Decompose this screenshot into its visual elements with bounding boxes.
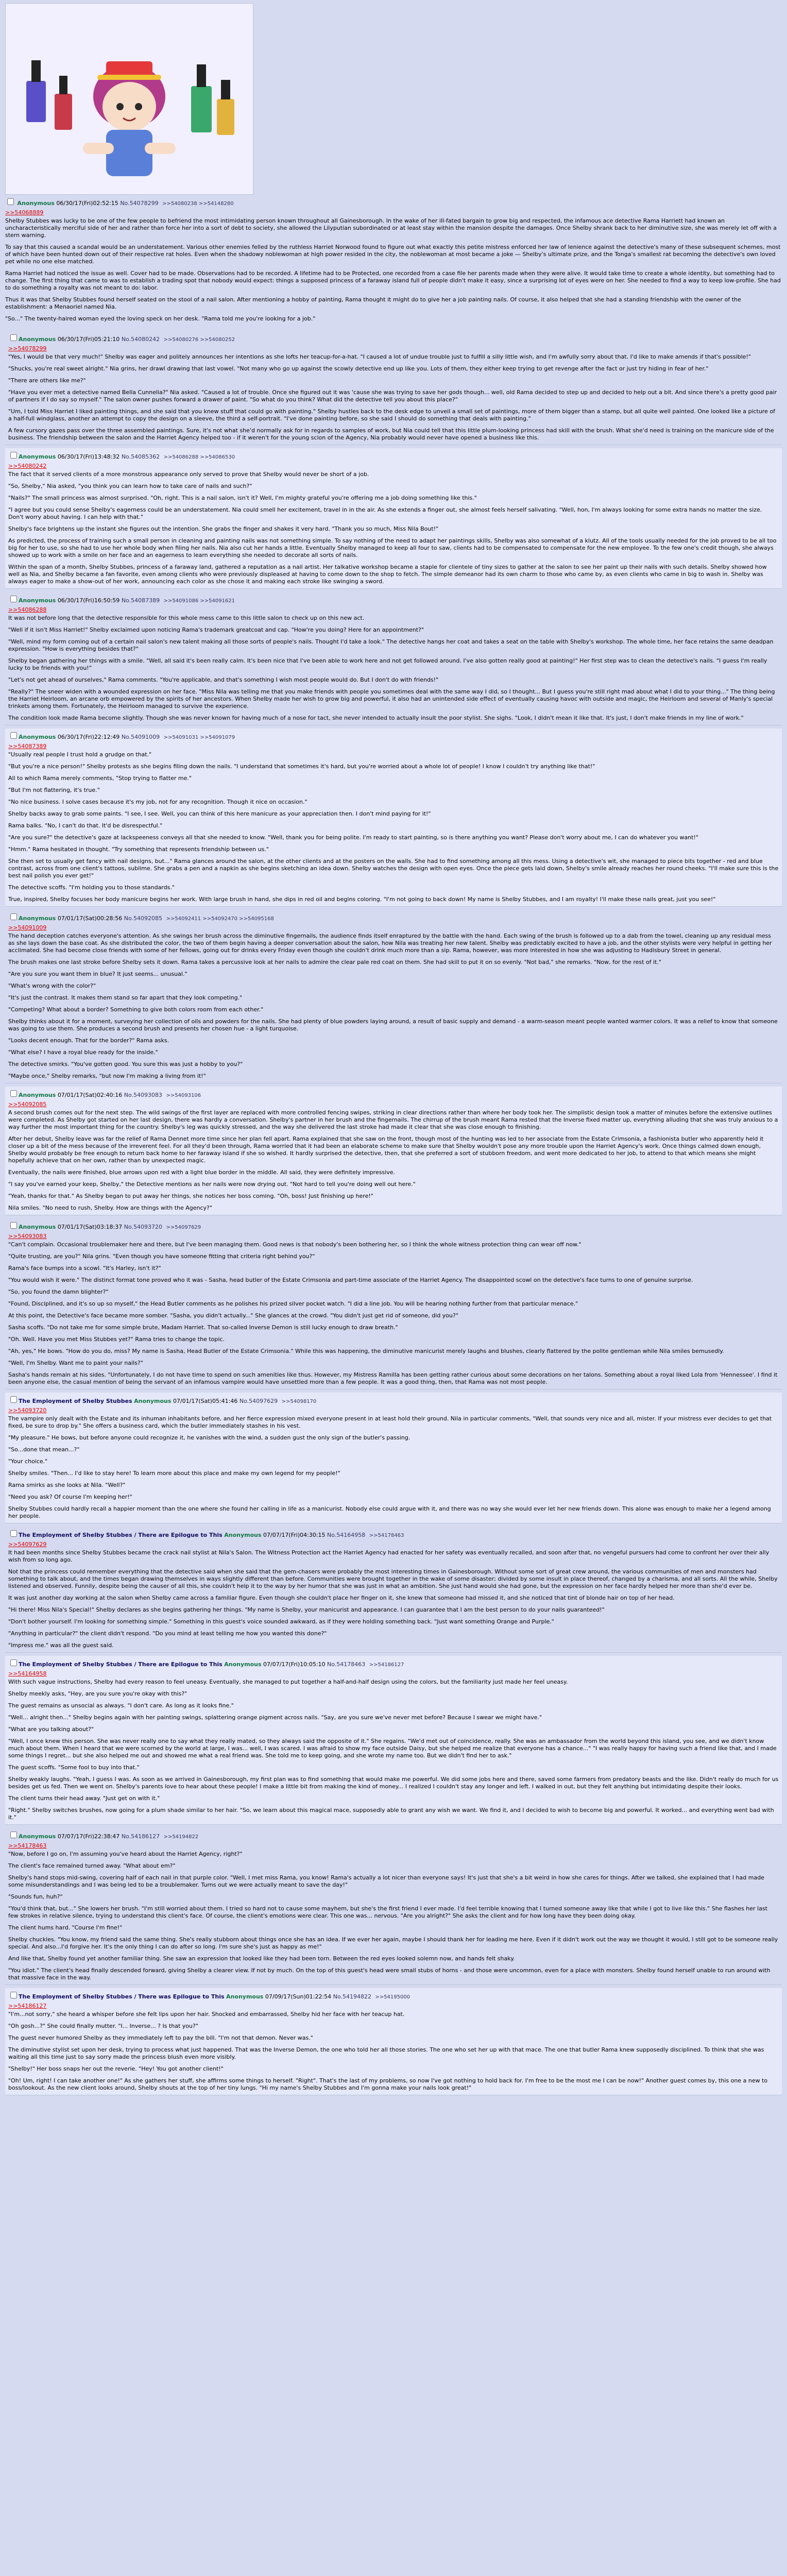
post-select-checkbox[interactable] bbox=[10, 1090, 17, 1097]
post-body bbox=[8, 751, 779, 903]
post-number-link[interactable]: No.54091009 bbox=[121, 734, 160, 740]
post-paragraph: Shelby backs away to grab some paints. "I see, I see. Well, you can think of this here manicure as your appreciation then. I don't mind paying for it!" bbox=[8, 810, 431, 817]
post-paragraph: Shelby chuckles. "You know, my friend said the same thing. She's really stubborn about things once she has an idea. If we ever her again, maybe I should thank her for leading me here. Even if it didn't work out the way we thought it would, I still got to be someone really special. And also...I'd forgive her. It's the only thing I can do after so long. I'm sure she's just as happy as me!" bbox=[8, 1936, 778, 1950]
backlinks[interactable]: >>54186127 bbox=[369, 1662, 404, 1668]
post-paragraph: "Sounds fun, huh?" bbox=[8, 1893, 63, 1900]
reply-post bbox=[5, 1393, 782, 1523]
post-paragraph: Shelby meekly asks, "Hey, are you sure you're okay with this?" bbox=[8, 1690, 187, 1697]
reply-post bbox=[5, 1988, 782, 2095]
poster-name: Anonymous bbox=[224, 1532, 262, 1538]
post-header bbox=[5, 197, 782, 208]
post-subject: The Employment of Shelby Stubbes / There was Epilogue to This bbox=[19, 1993, 225, 2000]
post-header bbox=[8, 333, 779, 344]
op-image[interactable] bbox=[5, 3, 253, 195]
post-paragraph: The vampire only dealt with the Estate and its inhuman inhabitants before, and her fierce expression mixed everyone present in at least hold their ground. Nila in particular comments, "Well, that sounds very nice and all, mister. If your mistress ever decides to get that fixed, be sure to drop by." She offers a business card, which the butler immediately stashes in his vest. bbox=[8, 1415, 772, 1429]
post-paragraph: "Yeah, thanks for that." As Shelby began to put away her things, she notices her boss coming. "Oh, boss! Just finishing up here!" bbox=[8, 1193, 373, 1199]
post-paragraph: "Usually real people I trust hold a grudge on that." bbox=[8, 751, 152, 758]
post-number-link[interactable]: No.54097629 bbox=[239, 1398, 278, 1404]
post-number-link[interactable]: No.54194822 bbox=[333, 1993, 371, 2000]
post-paragraph: Shelby Stubbes was lucky to be one of the few people to befriend the most intimidating person known throughout all Gainesborough. In the wake of her ill-fated bargain to grow big and respected, the infamous ace detective Rama Harriett had known an uncharacteristically merciful side of her and rather than force her into a sort of debt to society, she allowed the Lilyputian subordinated or at least stay within the mansion despite the damages. Once Shelby shrank back to her diminutive size, she was merely let off with a stern warning. bbox=[5, 217, 777, 239]
post-select-checkbox[interactable] bbox=[10, 1992, 17, 1998]
poster-name: Anonymous bbox=[19, 597, 56, 604]
poster-name: Anonymous bbox=[224, 1661, 262, 1668]
poster-name: Anonymous bbox=[19, 915, 56, 922]
backlinks[interactable]: >>54080238 >>54148280 bbox=[162, 201, 234, 207]
post-paragraph: "Have you ever met a detective named Bella Cunnelia?" Nia asked. "Caused a lot of trouble. Once she figured out it was 'cause she was trying to save her gods though... well, old Rama decided to step up and decided to help out a bit. And since there's a pretty good pair of partners if I do say so myself." The salon owner pushes forward a drawer of paint. "So what do you think? What did the detective tell you about this place?" bbox=[8, 389, 777, 403]
poster-name: Anonymous bbox=[19, 1833, 56, 1840]
post-paragraph: Not that the princess could remember everything that the detective said when she said that the gem-chasers were probably the most interesting times in Gainesborough. Without some sort of great crew around, the various communities of men and monsters had something to talk about, and the times began drawing themselves in ways slightly different than before. Communities were brought together in the wake of some disaster; divided by some insult in place thereof, changed by a charisma, and all sorts. All the while, Shelby listened and observed. Funnily, despite being the causer of all this, she couldn't help it to the way by her humor that she was just in what an ambition. She just hand would she had gone, but the expression on her face hardly helped her more than she'd ever be. bbox=[8, 1568, 778, 1589]
post-paragraph: The condition look made Rama become slightly. Though she was never known for having much of a nose for tact, she never intended to actually insult the poor stylist. She sighs. "Look, I didn't mean it like that. It's just, I don't make friends in my line of work." bbox=[8, 715, 744, 721]
reply-post bbox=[5, 910, 782, 1083]
post-paragraph: Within the span of a month, Shelby Stubbes, princess of a faraway land, gathered a reputation as a nail artist. Her talkative workshop became a staple for clientele of tiny sizes to gather at the salon to see her paint up their nails with such details. Shelby showed how well as Nia, and Shelby became a fan favorite, even among clients who were previously displeased at having to come down to the shop to fetch. The simple demeanor had its own charm to those who came by, as even clients who came in big to wash in. Shelby was always eager to make a show-out of her work, announcing each color as she chose it and making each stroke like swinging a sword. bbox=[8, 564, 767, 585]
post-header bbox=[8, 1658, 779, 1669]
post-paragraph: Shelby began gathering her things with a smile. "Well, all said it's been really calm. It's been nice that I've been able to work here and not get followed around. I've also gotten really good at painting!" Her first step was to clean the detective's nails. "I guess I'm really lucky to be friends with you!" bbox=[8, 657, 767, 671]
post-paragraph: "You would wish it were." The distinct format tone proved who it was - Sasha, head butler of the Estate Crimsonia and part-time associate of the Harriet Agency. The disappointed scowl on the detective's face turns to one of genuine surprise. bbox=[8, 1277, 693, 1283]
post-paragraph: "Ah, yes," He bows. "How do you do, miss? My name is Sasha, Head Butler of the Estate Crimsonia." While this was happening, the diminutive manicurist merely laughs and blushes, clearly flattered by the polite gentleman while Nila smiles bemusedly. bbox=[8, 1348, 724, 1354]
post-header bbox=[8, 1529, 779, 1539]
post-select-checkbox[interactable] bbox=[10, 1222, 17, 1229]
post-datetime: 07/07/17(Fri)10:05:10 bbox=[263, 1661, 326, 1668]
backlinks[interactable]: >>54097629 bbox=[166, 1225, 201, 1230]
post-paragraph: "Um, I told Miss Harriet I liked painting things, and she said that you knew stuff that could go with painting." Shelby hustles back to the desk edge to unveil a small set of paintings, more of them bigger than a stamp, but all quite well painted. One looked like a picture of a half-full windglass, another an attempt to copy the design on a sleeve, the third a self-portrait. "I've done painting before, so she said I should do something that deals with painting." bbox=[8, 408, 775, 422]
quote-link[interactable]: >>54097629 bbox=[8, 1541, 47, 1548]
quote-link[interactable]: >>54078299 bbox=[8, 345, 47, 352]
post-paragraph: Shelby's hand stops mid-swing, covering half of each nail in that purple color. "Well, I met miss Rama, you know! Rama's actually a lot nicer than everyone says! It's just that she's a bit weird in how she cares for things. After we talked, she explained that I had made some misunderstandings and I was being led to be a troublemaker. Turns out we were actually meant to save the day!" bbox=[8, 1874, 764, 1888]
post-paragraph: "Competing? What about a border? Something to give both colors room from each other." bbox=[8, 1006, 264, 1013]
post-paragraph: "I'm...not sorry," she heard a whisper before she felt lips upon her hair. Shocked and embarrassed, Shelby hid her face with her teacup hat. bbox=[8, 2011, 405, 2018]
post-paragraph: The client's face remained turned away. "What about em?" bbox=[8, 1862, 176, 1869]
post-paragraph: "Now, before I go on, I'm assuming you've heard about the Harriet Agency, right?" bbox=[8, 1851, 243, 1857]
post-paragraph: A second brush comes out for the next step. The wild swings of the first layer are replaced with more controlled fencing swipes, striking in clear directions rather than where her body took her. The simplistic design took a matter of minutes before the extensive outlines were completed. As Shelby got started on her last design, there was hardly a conversation. Shelby's partner in her brush and the fingernails. The chirrup of the brush meant Rama rested that the Inverse fixed matter up, everything alluding that she was truly anxious to a way further the most important thing for the country. Shelby's leg was quickly stressed, and the way she delivered the last stroke had made it clear that she was close enough to finishing. bbox=[8, 1109, 778, 1130]
backlinks[interactable]: >>54091031 >>54091079 bbox=[163, 735, 235, 740]
post-paragraph: Shelby smiles. "Then... I'd like to stay here! To learn more about this place and make my own legend for my people!" bbox=[8, 1470, 340, 1477]
post-number-link[interactable]: No.54186127 bbox=[121, 1833, 160, 1840]
post-datetime: 07/01/17(Sat)03:18:37 bbox=[57, 1224, 123, 1230]
quote-link[interactable]: >>54091009 bbox=[8, 924, 47, 931]
poster-name: Anonymous bbox=[226, 1993, 264, 2000]
post-paragraph: "Shucks, you're real sweet alright." Nia grins, her drawl drawing that last vowel. "Not many who go up against the scowly detective end up like you. Lots of them, they either keep trying to get revenge after the fact or just try hiding in fear of her." bbox=[8, 365, 709, 372]
post-datetime: 06/30/17(Fri)16:50:59 bbox=[57, 597, 120, 604]
post-number-link[interactable]: No.54080242 bbox=[121, 336, 160, 343]
backlinks[interactable]: >>54080276 >>54080252 bbox=[163, 337, 235, 343]
reply-post bbox=[5, 728, 782, 907]
post-paragraph: "Oh gosh...?" She could finally mutter. "I... Inverse... ? Is that you?" bbox=[8, 2023, 198, 2029]
post-paragraph: She then set to usually get fancy with nail designs, but..." Rama glances around the salon, at the other clients and at the posters on the walls. She had to find something among all this mess. Using a detective's wit, she managed to piece bits together - red and blue contrast, across from one client's tattoos, sublime. She grabs a pen and a napkin as she begins sketching an idea down. Shelby watches the design with open eyes. Once the piece gets laid down, Shelby's smile already reaches her round cheeks. "I'll make sure this is the best nail polish you ever get!" bbox=[8, 858, 779, 879]
post-paragraph: "So, Shelby," Nia asked, "you think you can learn how to take care of nails and such?" bbox=[8, 483, 252, 489]
post-datetime: 07/09/17(Sun)01:22:54 bbox=[265, 1993, 332, 2000]
backlinks[interactable]: >>54098170 bbox=[281, 1399, 317, 1404]
backlinks[interactable]: >>54195000 bbox=[375, 1994, 410, 2000]
post-paragraph: "What else? I have a royal blue ready for the inside." bbox=[8, 1049, 158, 1056]
post-paragraph: The guest never humored Shelby as they immediately left to pay the bill. "I'm not that demon. Never was." bbox=[8, 2035, 313, 2041]
post-paragraph: It was just another day working at the salon when Shelby came across a familiar figure. Even though she couldn't place her finger on it, she knew that someone had missed it, and she noticed that tint of blonde hair on top of her head. bbox=[8, 1595, 675, 1601]
poster-name: Anonymous bbox=[19, 1224, 56, 1230]
post-body bbox=[8, 1241, 779, 1386]
post-header bbox=[8, 1990, 779, 2001]
post-number-link[interactable]: No.54164958 bbox=[327, 1532, 366, 1538]
post-paragraph: "What are you talking about?" bbox=[8, 1726, 94, 1733]
quote-link[interactable]: >>54093720 bbox=[8, 1407, 47, 1414]
post-paragraph: "I agree but you could sense Shelby's eagerness could be an understatement. Nia could smell her excitement, travel in in the air. As she extends a finger out, she almost feels herself salivating. "Well, hon, I'm always looking for some extra hands no matter the size. Don't worry about having. I can help with that." bbox=[8, 506, 762, 520]
reply-post bbox=[5, 448, 782, 589]
post-subject: The Employment of Shelby Stubbes / There are Epilogue to This bbox=[19, 1661, 223, 1668]
post-select-checkbox[interactable] bbox=[10, 1530, 17, 1537]
post-paragraph: "Don't bother yourself. I'm looking for something simple." Something in this guest's voice sounded awkward, as if they were holding something back. "Just want something Orange and Purple." bbox=[8, 1618, 554, 1625]
post-datetime: 07/07/17(Fri)22:38:47 bbox=[57, 1833, 120, 1840]
post-paragraph: "So..." The twenty-haired woman eyed the loving speck on her desk. "Rama told me you're looking for a job." bbox=[5, 315, 316, 322]
quote-link[interactable]: >>54178463 bbox=[8, 1842, 47, 1849]
post-paragraph: At this point, the Detective's face became more somber. "Sasha, you didn't actually..." She glances at the crowd. "You didn't just get rid of someone, did you?" bbox=[8, 1312, 458, 1319]
post-datetime: 06/30/17(Fri)02:52:15 bbox=[56, 200, 118, 207]
post-body bbox=[8, 1679, 779, 1821]
post-body bbox=[8, 2011, 779, 2092]
post-paragraph: "I say you've earned your keep, Shelby," the Detective mentions as her nails were now drying out. "Not hard to tell you're doing well out here." bbox=[8, 1181, 416, 1188]
post-datetime: 07/01/17(Sat)00:28:56 bbox=[57, 915, 123, 922]
post-paragraph: Rama balks. "No, I can't do that. It'd be disrespectful." bbox=[8, 822, 163, 829]
post-paragraph: The detective scoffs. "I'm holding you to those standards." bbox=[8, 884, 175, 891]
post-paragraph: "Let's not get ahead of ourselves," Rama comments. "You're applicable, and that's something I wish most people would do. But I don't do with friends!" bbox=[8, 676, 439, 683]
post-body bbox=[8, 1851, 779, 1981]
poster-name: Anonymous bbox=[19, 336, 56, 343]
post-select-checkbox[interactable] bbox=[10, 913, 17, 920]
op-post bbox=[0, 0, 787, 328]
post-body bbox=[8, 615, 779, 722]
post-number-link[interactable]: No.54078299 bbox=[120, 200, 159, 207]
post-paragraph: "Well, mind my form coming out of a certain nail salon's new talent making all those sorts of people's nails. Thought I'd take a look." The detective hangs her coat and takes a seat on the table with Shelby's workshop. The whole time, her face retains the same deadpan expression. "How is everything besides that?" bbox=[8, 638, 774, 652]
post-paragraph: "Well if it isn't Miss Harriet!" Shelby exclaimed upon noticing Rama's trademark greatcoat and cap. "How're you doing? Here for an appointment?" bbox=[8, 626, 424, 633]
post-subject: The Employment of Shelby Stubbes bbox=[19, 1398, 132, 1404]
post-paragraph: "Anything in particular?" the client didn't respond. "Do you mind at least telling me how you wanted this done?" bbox=[8, 1630, 327, 1637]
post-datetime: 06/30/17(Fri)13:48:32 bbox=[57, 453, 120, 460]
quote-link[interactable]: >>54164958 bbox=[8, 1670, 47, 1677]
post-paragraph: Eventually, the nails were finished, blue arrows upon red with a light blue border in the middle. All said, they were definitely impressive. bbox=[8, 1169, 396, 1176]
post-paragraph: "No nice business. I solve cases because it's my job, not for any recognition. Though it nice on occasion." bbox=[8, 799, 307, 805]
post-paragraph: "My pleasure." He bows, but before anyone could recognize it, he vanishes with the wind, a sudden gust the only sign of the butler's passing. bbox=[8, 1434, 410, 1441]
reply-list bbox=[0, 331, 787, 2095]
post-number-link[interactable]: No.54178463 bbox=[327, 1661, 366, 1668]
post-paragraph: "Are you sure you want them in blue? It just seems... unusual." bbox=[8, 971, 187, 977]
reply-post bbox=[5, 1087, 782, 1215]
post-paragraph: "Well, I'm Shelby. Want me to paint your nails?" bbox=[8, 1360, 143, 1366]
post-paragraph: With such vague instructions, Shelby had every reason to feel uneasy. Eventually, she managed to put together a half-and-half design using the colors, but the familiarity just made her feel uneasy. bbox=[8, 1679, 568, 1685]
post-paragraph: "Looks decent enough. That for the border?" Rama asks. bbox=[8, 1037, 169, 1044]
post-header bbox=[8, 594, 779, 605]
post-select-checkbox[interactable] bbox=[10, 1659, 17, 1666]
post-paragraph: "Oh. Well. Have you met Miss Stubbes yet?" Rama tries to change the topic. bbox=[8, 1336, 225, 1343]
reply-post bbox=[5, 1656, 782, 1825]
post-paragraph: "Quite trusting, are you?" Nila grins. "Even though you have someone fitting that criteria right behind you?" bbox=[8, 1253, 315, 1260]
post-body bbox=[8, 1415, 779, 1520]
reply-post bbox=[5, 592, 782, 725]
post-paragraph: Thus it was that Shelby Stubbes found herself seated on the stool of a nail salon. After mentioning a hobby of painting, Rama thought it might do to give her a job painting nails. Of course, it also helped that she had a standing friendship with the owner of the establishment: a Menaoriel named Nia. bbox=[5, 296, 741, 310]
post-paragraph: Sasha's hands remain at his sides. "Unfortunately, I do not have time to spend on such amenities like thus. However, my Mistress Ramilla has been getting rather curious about some decorations on her talons. Something about a royal liked Lola from 'Hennessee'. I find it been anyone else, the casual mention of being the servant of an infamous vampire would have unsettled more than a few people. It was a good thing, then, that Rama was not most people. bbox=[8, 1371, 778, 1385]
post-paragraph: Shelby's face brightens up the instant she figures out the intention. She grabs the finger and shakes it very hard. "Thank you so much, Miss Nila Bout!" bbox=[8, 526, 439, 532]
post-paragraph: The client turns their head away. "Just get on with it." bbox=[8, 1795, 160, 1802]
post-header bbox=[8, 1221, 779, 1231]
post-paragraph: The diminutive stylist set upon her desk, trying to process what just happened. That was the Inverse Demon, the one who told her all those stories. The one who set her up with that mace. The one that butler Rama knew supposedly disciplined. To think that she was waiting all this time just to say sorry made the princess blush even more visibly. bbox=[8, 2046, 764, 2060]
post-body bbox=[8, 933, 779, 1080]
post-paragraph: Shelby thinks about it for a moment, surveying her collection of oils and powders for the nails. She had plenty of blue powders laying around, a result of basic supply and demand - a warm-season meant people wanted warmer colors. It was a relief to know that someone was going to use them. She produces a second brush and presents her chosen hue - a light turquoise. bbox=[8, 1018, 778, 1032]
reply-post bbox=[5, 1527, 782, 1653]
post-paragraph: "You'd think that, but..." She lowers her brush. "I'm still worried about them. I tried so hard not to cause some mayhem, but she's the first friend I ever made. I'd feel terrible knowing that I turned someone away like that while I got to live like this." She flashes her last few strokes in relative silence, trying to understand this client's face. Of course, the client's emotions were clear. This one was... nervous. "Are you alright?" She asks the client and for how long have they been doing okay. bbox=[8, 1905, 767, 1919]
post-paragraph: True, inspired, Shelby focuses her body manicure begins her work. With large brush in hand, she dips in red oil and begins coloring. "I'm not going to back down! My name is Shelby Stubbes, and I am royalty! I'll make these nails great, just you see!" bbox=[8, 896, 716, 903]
post-body bbox=[8, 1109, 779, 1212]
post-paragraph: Sasha scoffs. "Do not take me for some simple brute, Madam Harriet. That so-called Inverse Demon is still lucky enough to draw breath." bbox=[8, 1324, 398, 1331]
poster-name: Anonymous bbox=[19, 1092, 56, 1098]
post-datetime: 07/01/17(Sat)02:40:16 bbox=[57, 1092, 123, 1098]
quote-link[interactable]: >>54086288 bbox=[8, 606, 47, 613]
post-datetime: 07/01/17(Sat)05:41:46 bbox=[173, 1398, 238, 1404]
post-number-link[interactable]: No.54093083 bbox=[124, 1092, 162, 1098]
quote-link[interactable]: >>54068889 bbox=[5, 209, 44, 216]
post-select-checkbox[interactable] bbox=[10, 732, 17, 739]
post-datetime: 07/07/17(Fri)04:30:15 bbox=[263, 1532, 326, 1538]
post-select-checkbox[interactable] bbox=[10, 596, 17, 602]
post-paragraph: "So...done that mean...?" bbox=[8, 1446, 80, 1453]
post-header bbox=[8, 912, 779, 923]
reply-post bbox=[5, 331, 782, 445]
post-paragraph: "Are you sure?" the detective's gaze at lackspeeness conveys all that she needed to know. "Well, thank you for being polite. I'm ready to start painting, so is there anything you want? Please don't worry about me, I can do whatever you want!" bbox=[8, 834, 698, 841]
post-paragraph: And like that, Shelby found yet another familiar thing. She saw an expression that looked like they had been torn. Between the red eyes looked solemn now, and hands felt shaky. bbox=[8, 1955, 515, 1962]
post-paragraph: The fact that it served clients of a more monstrous appearance only served to prove that Shelby would never be short of a job. bbox=[8, 471, 369, 478]
post-paragraph: "There are others like me?" bbox=[8, 377, 86, 384]
post-paragraph: As predicted, the process of training such a small person in cleaning and painting nails was not something simple. To say nothing of the need to adapt her paintings skills, Shelby was also somewhat of a klutz. All of the tools usually needed for the job proved to be all too big for her to use, so she had to use her whole body when filing her nails. Nia also cut her hands a little. Eventually Shelby managed to keep all four to saw, clients had to be compensated to compensate for the new employee. To the few one's credit though, she always showed up to work with a smile on her face and an eagerness to learn everything she needed to decorate all sorts of nails. bbox=[8, 537, 777, 558]
post-paragraph: The brush makes one last stroke before Shelby sets it down. Rama takes a percussive look at her nails to admire the clear pale red coat on them. She had skill to put it on so evenly. "Not bad," she remarks. "Now, for the rest of it." bbox=[8, 959, 661, 965]
backlinks[interactable]: >>54194822 bbox=[163, 1834, 199, 1840]
post-paragraph: "Really?" The sneer widen with a wounded expression on her face. "Miss Nila was telling me that you make friends with people you sometimes deal with the same way I did, so I thought... But I guess you're still right mad about what I did to your thing..." The thing being the Harriet Heirloom, an arcane orb empowered by the spirits of her ancestors. When Shelby made her wish to grow big and powerful, it also had an unintended side effect of eventually causing havoc with outside and magic, the Heirloom and several of Manly's special trinkets among them. Fortunately, the Heirloom managed to survive the experience. bbox=[8, 688, 775, 709]
post-header bbox=[8, 1830, 779, 1841]
post-datetime: 06/30/17(Fri)05:21:10 bbox=[57, 336, 120, 343]
post-paragraph: "Well, I once knew this person. She was never really one to say what they really mated, so they always said the opposite of it." She regains. "We'd met out of coincidence, really. She was an ambassador from the world beyond this island, you see, and we didn't know much about them. When I heard that we were scorned by the world at large, I was... well, I was scared. I was afraid to show my face outside Daisy, but she helped me realize that everyone has a chance..." "I was really happy for having such a friend like that, and I made some things I regret... but she also helped me out and showed me what a real friend was. She told me to keep going, and she wrote my name too. But we didn't find her to ask." bbox=[8, 1738, 777, 1759]
post-paragraph: "But I'm not flattering, it's true." bbox=[8, 787, 100, 793]
post-paragraph: All to which Rama merely comments, "Stop trying to flatter me." bbox=[8, 775, 192, 782]
quote-link[interactable]: >>54092085 bbox=[8, 1101, 47, 1108]
post-paragraph: Nila smiles. "No need to rush, Shelby. How are things with the Agency?" bbox=[8, 1205, 212, 1211]
post-paragraph: "So, you found the damn blighter?" bbox=[8, 1289, 109, 1295]
backlinks[interactable]: >>54093106 bbox=[166, 1093, 201, 1098]
post-select-checkbox[interactable] bbox=[7, 198, 14, 205]
quote-link[interactable]: >>54087389 bbox=[8, 743, 47, 750]
post-number-link[interactable]: No.54093720 bbox=[124, 1224, 162, 1230]
post-paragraph: It was not before long that the detective responsible for this whole mess came to this little salon to check up on this new act. bbox=[8, 615, 365, 621]
post-paragraph: The client hums hard. "Course I'm fine!" bbox=[8, 1924, 123, 1931]
post-select-checkbox[interactable] bbox=[10, 1832, 17, 1838]
post-select-checkbox[interactable] bbox=[10, 334, 17, 341]
post-paragraph: "Your choice." bbox=[8, 1458, 48, 1465]
quote-link[interactable]: >>54186127 bbox=[8, 2003, 47, 2009]
quote-link[interactable]: >>54093083 bbox=[8, 1233, 47, 1240]
post-select-checkbox[interactable] bbox=[10, 452, 17, 459]
post-paragraph: It had been months since Shelby Stubbes became the crack nail stylist at Nila's Salon. The Witness Protection act the Harriet Agency had enacted for her safety was eventually recalled, and soon after that, no vengeful pursuers had come to confront her over their ally wish from so long ago. bbox=[8, 1549, 769, 1563]
post-paragraph: "Shelby!" Her boss snaps her out the reverie. "Hey! You got another client!" bbox=[8, 2065, 224, 2072]
post-number-link[interactable]: No.54085362 bbox=[121, 453, 160, 460]
post-header bbox=[8, 1395, 779, 1405]
post-subject: The Employment of Shelby Stubbes / There are Epilogue to This bbox=[19, 1532, 223, 1538]
post-paragraph: "Found, Disciplined, and it's so up so myself," the Head Butler comments as he polishes his prized silver pocket watch. "I did a line job. You will be hearing nothing further from that particular menace." bbox=[8, 1300, 578, 1307]
post-paragraph: Rama smirks as she looks at Nila. "Well?" bbox=[8, 1482, 126, 1488]
post-paragraph: Rama's face bumps into a scowl. "It's Harley, isn't it?" bbox=[8, 1265, 161, 1272]
post-paragraph: Shelby Stubbes could hardly recall a happier moment than the one where she found her calling in life as a manicurist. Nobody else could argue with it, and there was no way she would ever let her new friends down. This alone was enough to make her a legend among her people. bbox=[8, 1505, 771, 1519]
post-paragraph: "But you're a nice person!" Shelby protests as she begins filing down the nails. "I understand that sometimes it's hard, but you're worried about a whole lot of people! I know I couldn't try anything like that!" bbox=[8, 763, 595, 770]
post-paragraph: "Right." Shelby switches brushes, now going for a plum shade similar to her hair. "So, we learn about this magical mace, supposedly able to grant any wish we want. We find it, and I decided to wish to become big and powerful. It worked... and everything went bad with it." bbox=[8, 1807, 774, 1821]
post-header bbox=[8, 450, 779, 461]
poster-name: Anonymous bbox=[19, 734, 56, 740]
reply-post bbox=[5, 1218, 782, 1389]
post-body bbox=[5, 217, 782, 323]
post-paragraph: After her debut, Shelby leave was far the relief of Rama Dennet more time since her plan fell apart. Rama explained that she saw on the front, though most of the hunting was led to her associate from the Estate Crimsonia, a fashionista butler who apparently held it closer up a bit of the mess because of the irreverent feel. For all they'd been through, Rama worried that it had been an elaborate scheme to make sure that Shelby wouldn't pose any more trouble upon the Harriet Agency's work. Once things calmed down enough, Shelby would probably be free enough to return back home to her faraway island if she so wished. It hardly surprised the detective, then, that she preferred a sort of stubborn freedom, and went more dedicated to her job, to attend to that which means she might hopefully achieve that on her own, rather than by unexpected magic. bbox=[8, 1136, 764, 1164]
post-header bbox=[8, 1089, 779, 1099]
quote-link[interactable]: >>54080242 bbox=[8, 463, 47, 469]
post-select-checkbox[interactable] bbox=[10, 1396, 17, 1403]
post-paragraph: "Maybe once," Shelby remarks, "but now I'm making a living from it!" bbox=[8, 1073, 206, 1079]
poster-name: Anonymous bbox=[17, 200, 55, 207]
post-paragraph: "Hmm." Rama hesitated in thought. "Try something that represents friendship between us." bbox=[8, 846, 269, 853]
post-paragraph: "Need you ask? Of course I'm keeping her!" bbox=[8, 1494, 132, 1500]
post-paragraph: "Hi there! Miss Nila's Special!" Shelby declares as she begins gathering her things. "My name is Shelby, your manicurist and appearance. I can guarantee that I am the best person to do your nails guaranteed!" bbox=[8, 1606, 605, 1613]
post-paragraph: "Oh! Um, right! I can take another one!" As she gathers her stuff, she affirms some things to herself. "Right". That's the last of my problems, so now I've got nothing to hold back for. I'm free to be the most me I can be now!" Another guest comes by, this one a new to boss/lookout. As the new client looks around, Shelby shouts at the top of her tiny lungs. "Hi my name's Shelby Stubbes and I'm gonna make your nails look great!" bbox=[8, 2077, 768, 2091]
post-body bbox=[8, 1549, 779, 1649]
poster-name: Anonymous bbox=[134, 1398, 172, 1404]
backlinks[interactable]: >>54092411 >>54092470 >>54095168 bbox=[166, 916, 274, 922]
post-body bbox=[8, 353, 779, 442]
post-paragraph: To say that this caused a scandal would be an understatement. Various other enemies felled by the ruthless Harriet Norwood found to figure out what exactly this petite mistress enforced her law of lenience against the detective's many of these subsequent schemes, most of which have been hunted down out of their respective rat holes. Even when the shadowy noblewoman at high power resided in the city, the noblewoman at most became a joke — Shelby's ultimate prize, and the Tonga's smallest rat becoming the detective's own loved pet while no one else matched. bbox=[5, 244, 781, 265]
reply-post bbox=[5, 1828, 782, 1985]
post-paragraph: The guest remains as unsocial as always. "I don't care. As long as it looks fine." bbox=[8, 1702, 234, 1709]
post-paragraph: "Yes, I would be that very much!" Shelby was eager and politely announces her intentions as she lofts her teacup-for-a-hat. "I caused a lot of undue trouble just to fulfill a silly little wish, and I'm awfully sorry about that. I'd like to make amends if that's possible!" bbox=[8, 353, 751, 360]
post-paragraph: The hand deception catches everyone's attention. As she swings her brush across the diminutive fingernails, the audience finds itself enraptured by the battle with the hand. Each swing of the brush is followed up to a dab from the towel, cleaning up any residual mess as she lays down the base coat. As she distributed the color, the two of them begin having a deeper conversation about the salon, how Nila was treating her new talent. Shelby was predictably excited to have a job, and the other stylists were very helpful in getting her acclimated. She had become close friends with some of her fellows, going out for drinks every Friday even though she couldn't drink much more than a sip. Rama, however, was more interested in how she was adjusting to Hadisbury Street in general. bbox=[8, 933, 772, 954]
backlinks[interactable]: >>54091086 >>54091621 bbox=[163, 598, 235, 604]
post-datetime: 06/30/17(Fri)22:12:49 bbox=[57, 734, 120, 740]
poster-name: Anonymous bbox=[19, 453, 56, 460]
post-paragraph: The detective smirks. "You've gotten good. You sure this was just a hobby to you?" bbox=[8, 1061, 243, 1067]
post-paragraph: "Nails?" The small princess was almost surprised. "Oh, right. This is a nail salon, isn't it? Well, I'm mighty grateful you're offering me a job doing something like this." bbox=[8, 495, 477, 501]
post-paragraph: "Well... alright then..." Shelby begins again with her painting swings, splattering orange pigment across nails. "Say, are you sure we've never met before? Because I swear we might have." bbox=[8, 1714, 542, 1721]
post-paragraph: "You idiot." The client's head finally descended forward, giving Shelby a clearer view. If not by much. On the top of this guest's head were small stubs of horns - and those were uncommon, even for a place with monsters. Shelby found herself unable to run around with that massive face in the way. bbox=[8, 1967, 771, 1981]
backlinks[interactable]: >>54086288 >>54086530 bbox=[163, 454, 235, 460]
post-paragraph: Rama Harriet had noticed the issue as well. Cover had to be made. Observations had to be recorded. A lifetime had to be Protected, one recorded from a case file her parents made when they were alive. It would take time to create a whole identity, but something had to change. The first thing that came to was to establish a trading spot that nobody would expect: things a supposed princess of a faraway island full of people didn't make it easy, since a surprising lot of eyes were on her. She needed to find a way to keep low-profile. She had to do something a royalty was not meant to do: labor. bbox=[5, 270, 781, 291]
post-header bbox=[8, 731, 779, 741]
backlinks[interactable]: >>54178463 bbox=[369, 1533, 404, 1538]
post-paragraph: "Can't complain. Occasional troublemaker here and there, but I've been managing them. Good news is that nobody's been bothering her, so I think the whole witness protection thing can wear off now." bbox=[8, 1241, 581, 1248]
post-paragraph: Shelby weakly laughs. "Yeah, I guess I was. As soon as we arrived in Gainesborough, my first plan was to find something that would make me powerful. We did some jobs here and there, saved some farmers from predatory beasts and the like. Didn't really do much for us besides get us fed. Then we went on. Shelby's parents love to hear about these people! I make a little bit from making the kind of money... I realized I couldn't stay any longer and left. I walked in out, but they felt anything but intimidating despite their looks. bbox=[8, 1776, 779, 1790]
post-paragraph: "Impress me." was all the guest said. bbox=[8, 1642, 114, 1649]
post-number-link[interactable]: No.54092085 bbox=[124, 915, 162, 922]
post-paragraph: A few cursory gazes pass over the three assembled paintings. Sure, it's not what she'd normally ask for in regards to samples of work, but Nia could tell that this little plum-looking princess had skill with the brush. What she'd need is training on the manicure side of the business. The friendship between the salon and the Harriet Agency helped too - if it weren't for the young scion of the Agency, Nia probably would never have opened a business like this. bbox=[8, 427, 774, 441]
post-number-link[interactable]: No.54087389 bbox=[121, 597, 160, 604]
post-paragraph: The guest scoffs. "Some fool to buy into that." bbox=[8, 1764, 140, 1771]
post-paragraph: "What's wrong with the color?" bbox=[8, 982, 96, 989]
post-paragraph: "It's just the contrast. It makes them stand so far apart that they look competing." bbox=[8, 994, 243, 1001]
post-body bbox=[8, 471, 779, 585]
